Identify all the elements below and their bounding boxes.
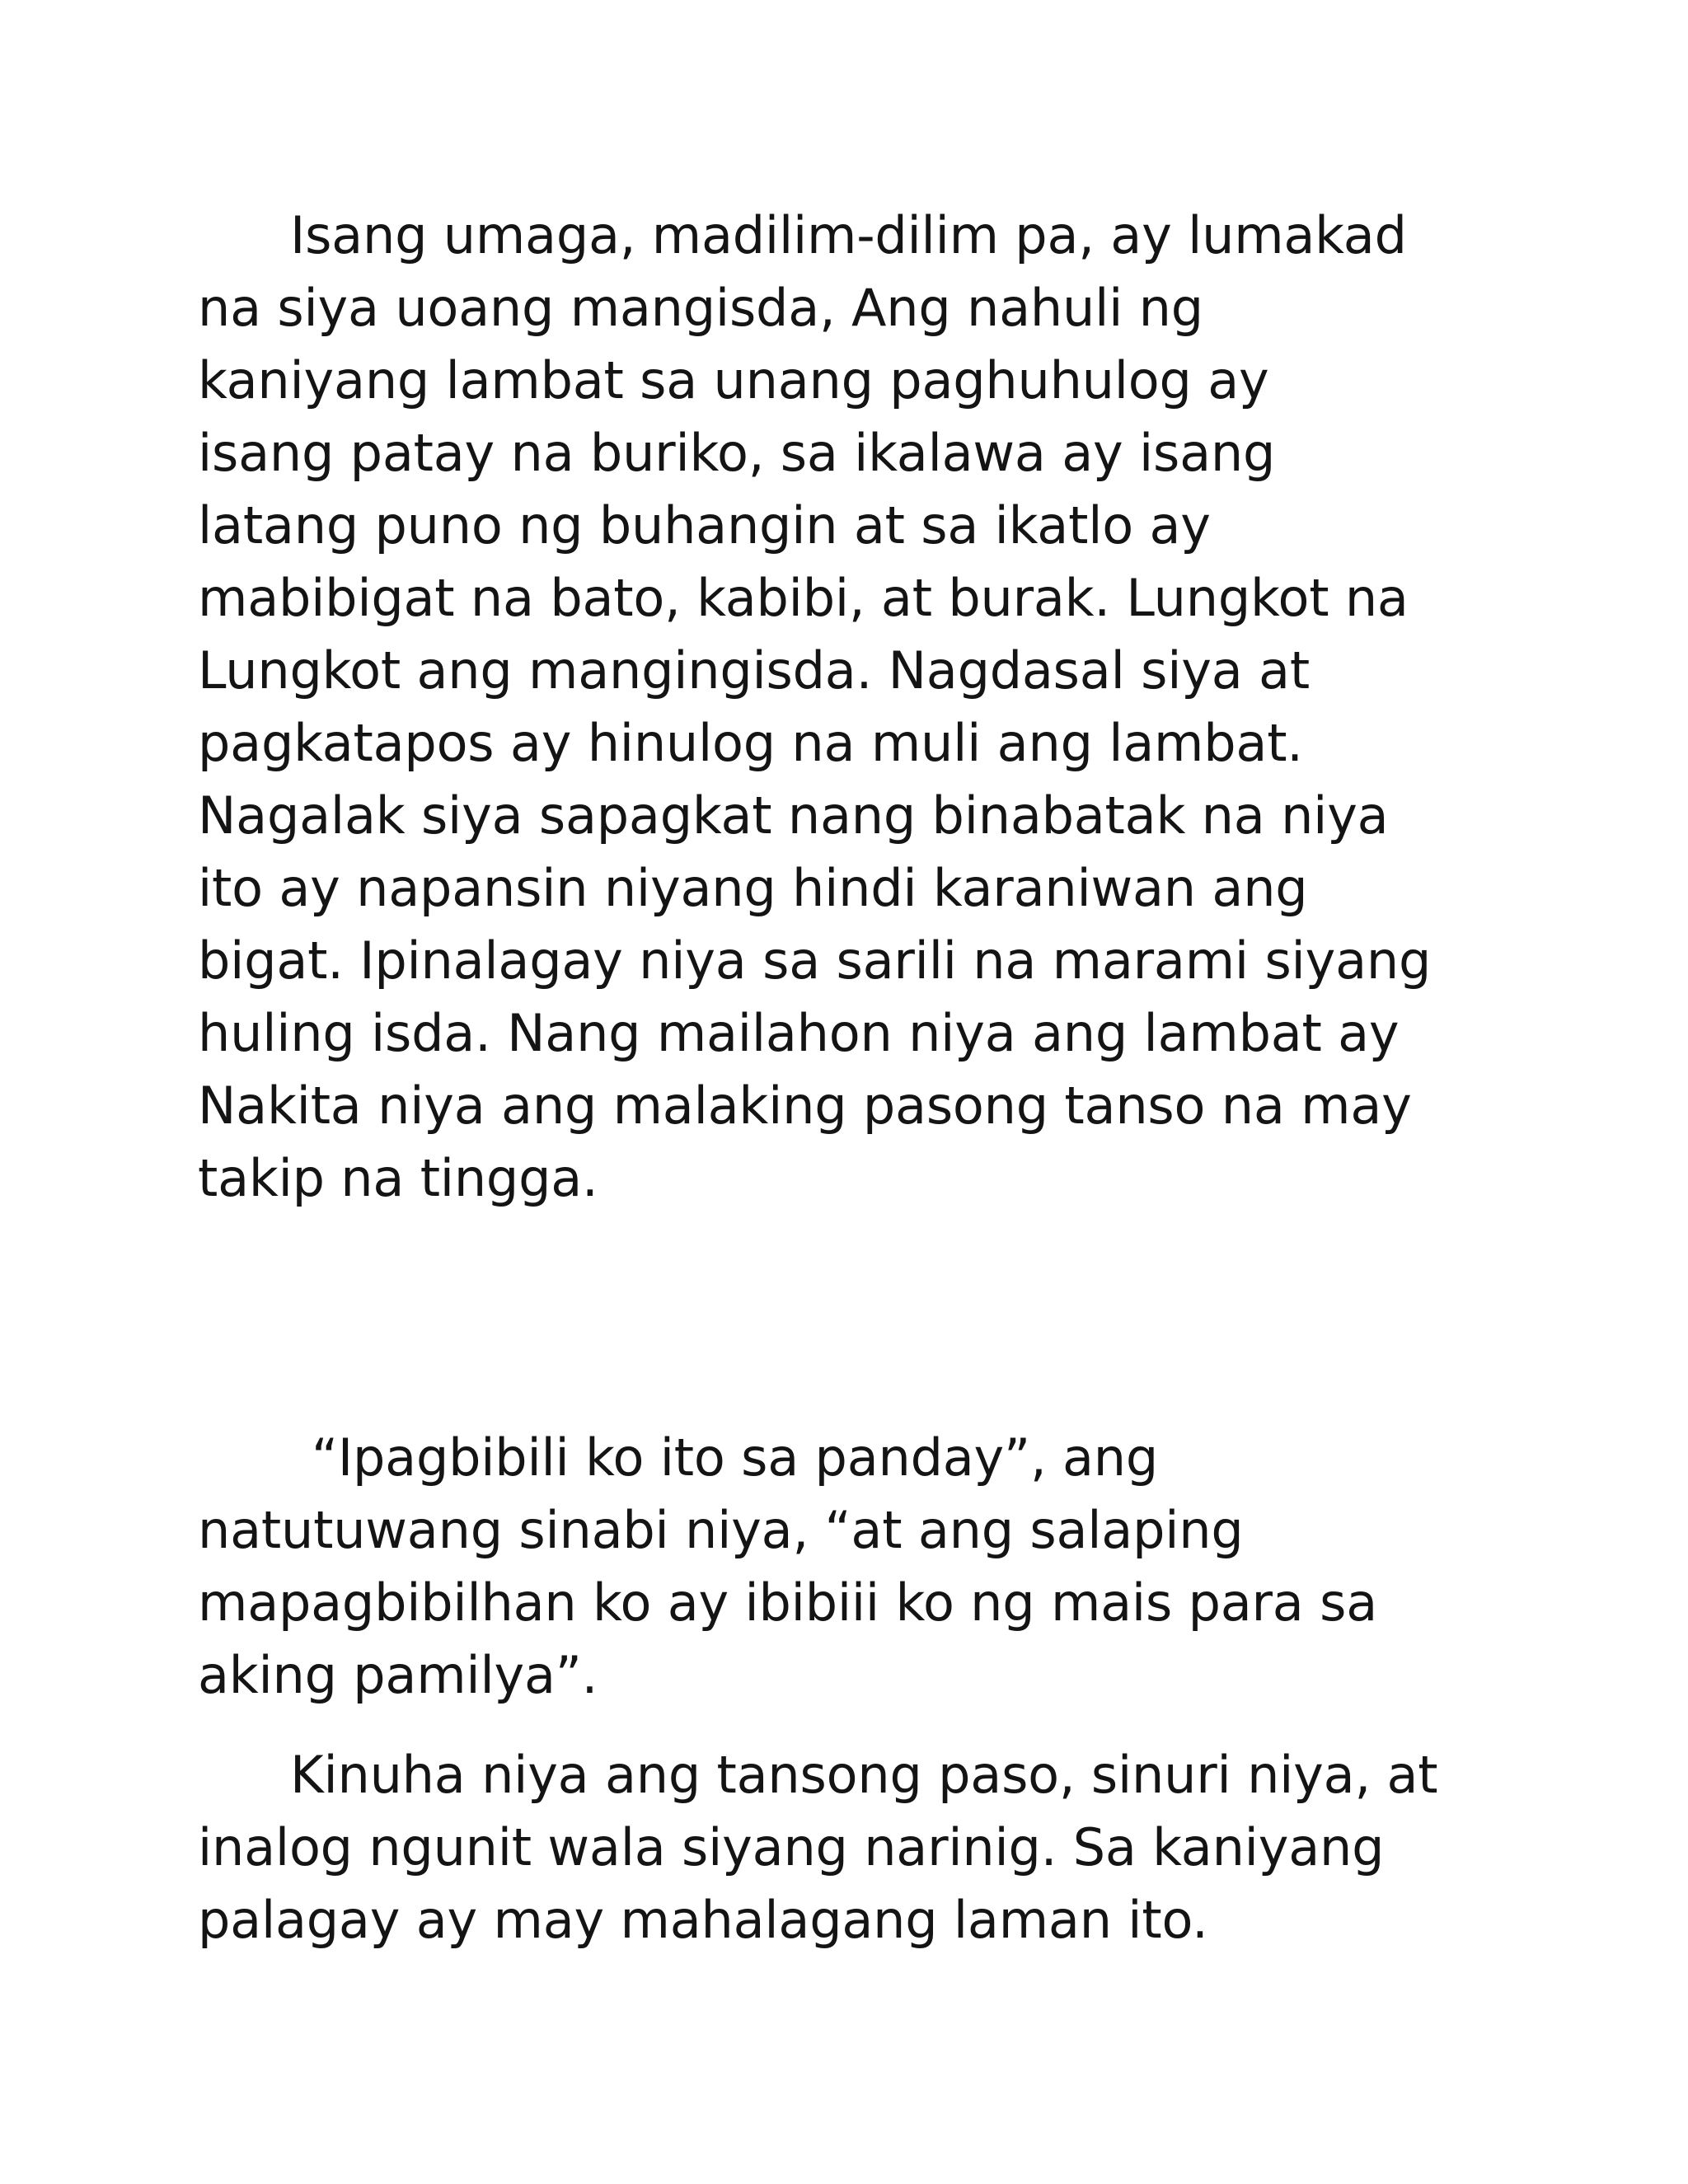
paragraph-3 <box>198 1739 1500 1957</box>
text-line: aking pamilya”. <box>198 1645 598 1705</box>
text-line: palagay ay may mahalagang laman ito. <box>198 1890 1208 1950</box>
text-line: inalog ngunit wala siyang narinig. Sa kaniyang <box>198 1817 1385 1877</box>
text-line: kaniyang lambat sa unang paghuhulog ay <box>198 350 1269 410</box>
text-line: pagkatapos ay hinulog na muli ang lambat. <box>198 713 1303 773</box>
text-line: bigat. Ipinalagay niya sa sarili na marami siyang <box>198 930 1432 991</box>
text-line: ito ay napansin niyang hindi karaniwan ang <box>198 858 1308 918</box>
text-line: natutuwang sinabi niya, “at ang salaping <box>198 1500 1244 1560</box>
text-line: Kinuha niya ang tansong paso, sinuri niya, at <box>290 1745 1438 1805</box>
text-line: mabibigat na bato, kabibi, at burak. Lungkot na <box>198 568 1409 628</box>
text-line: isang patay na buriko, sa ikalawa ay isang <box>198 423 1276 483</box>
paragraph-2 <box>198 1422 1500 1712</box>
paragraph-1 <box>198 199 1500 1215</box>
text-line: “Ipagbibili ko ito sa panday”, ang <box>312 1427 1159 1488</box>
text-line: mapagbibilhan ko ay ibibiii ko ng mais para sa <box>198 1572 1377 1633</box>
text-line: latang puno ng buhangin at sa ikatlo ay <box>198 495 1211 555</box>
text-line: Nagalak siya sapagkat nang binabatak na niya <box>198 785 1389 846</box>
text-line: Isang umaga, madilim-dilim pa, ay lumakad <box>290 205 1407 265</box>
text-line: huling isda. Nang mailahon niya ang lambat ay <box>198 1003 1400 1063</box>
text-line: Nakita niya ang malaking pasong tanso na may <box>198 1076 1412 1136</box>
text-line: na siya uoang mangisda, Ang nahuli ng <box>198 278 1203 338</box>
text-line: Lungkot ang mangingisda. Nagdasal siya at <box>198 640 1310 701</box>
text-line: takip na tingga. <box>198 1148 598 1208</box>
